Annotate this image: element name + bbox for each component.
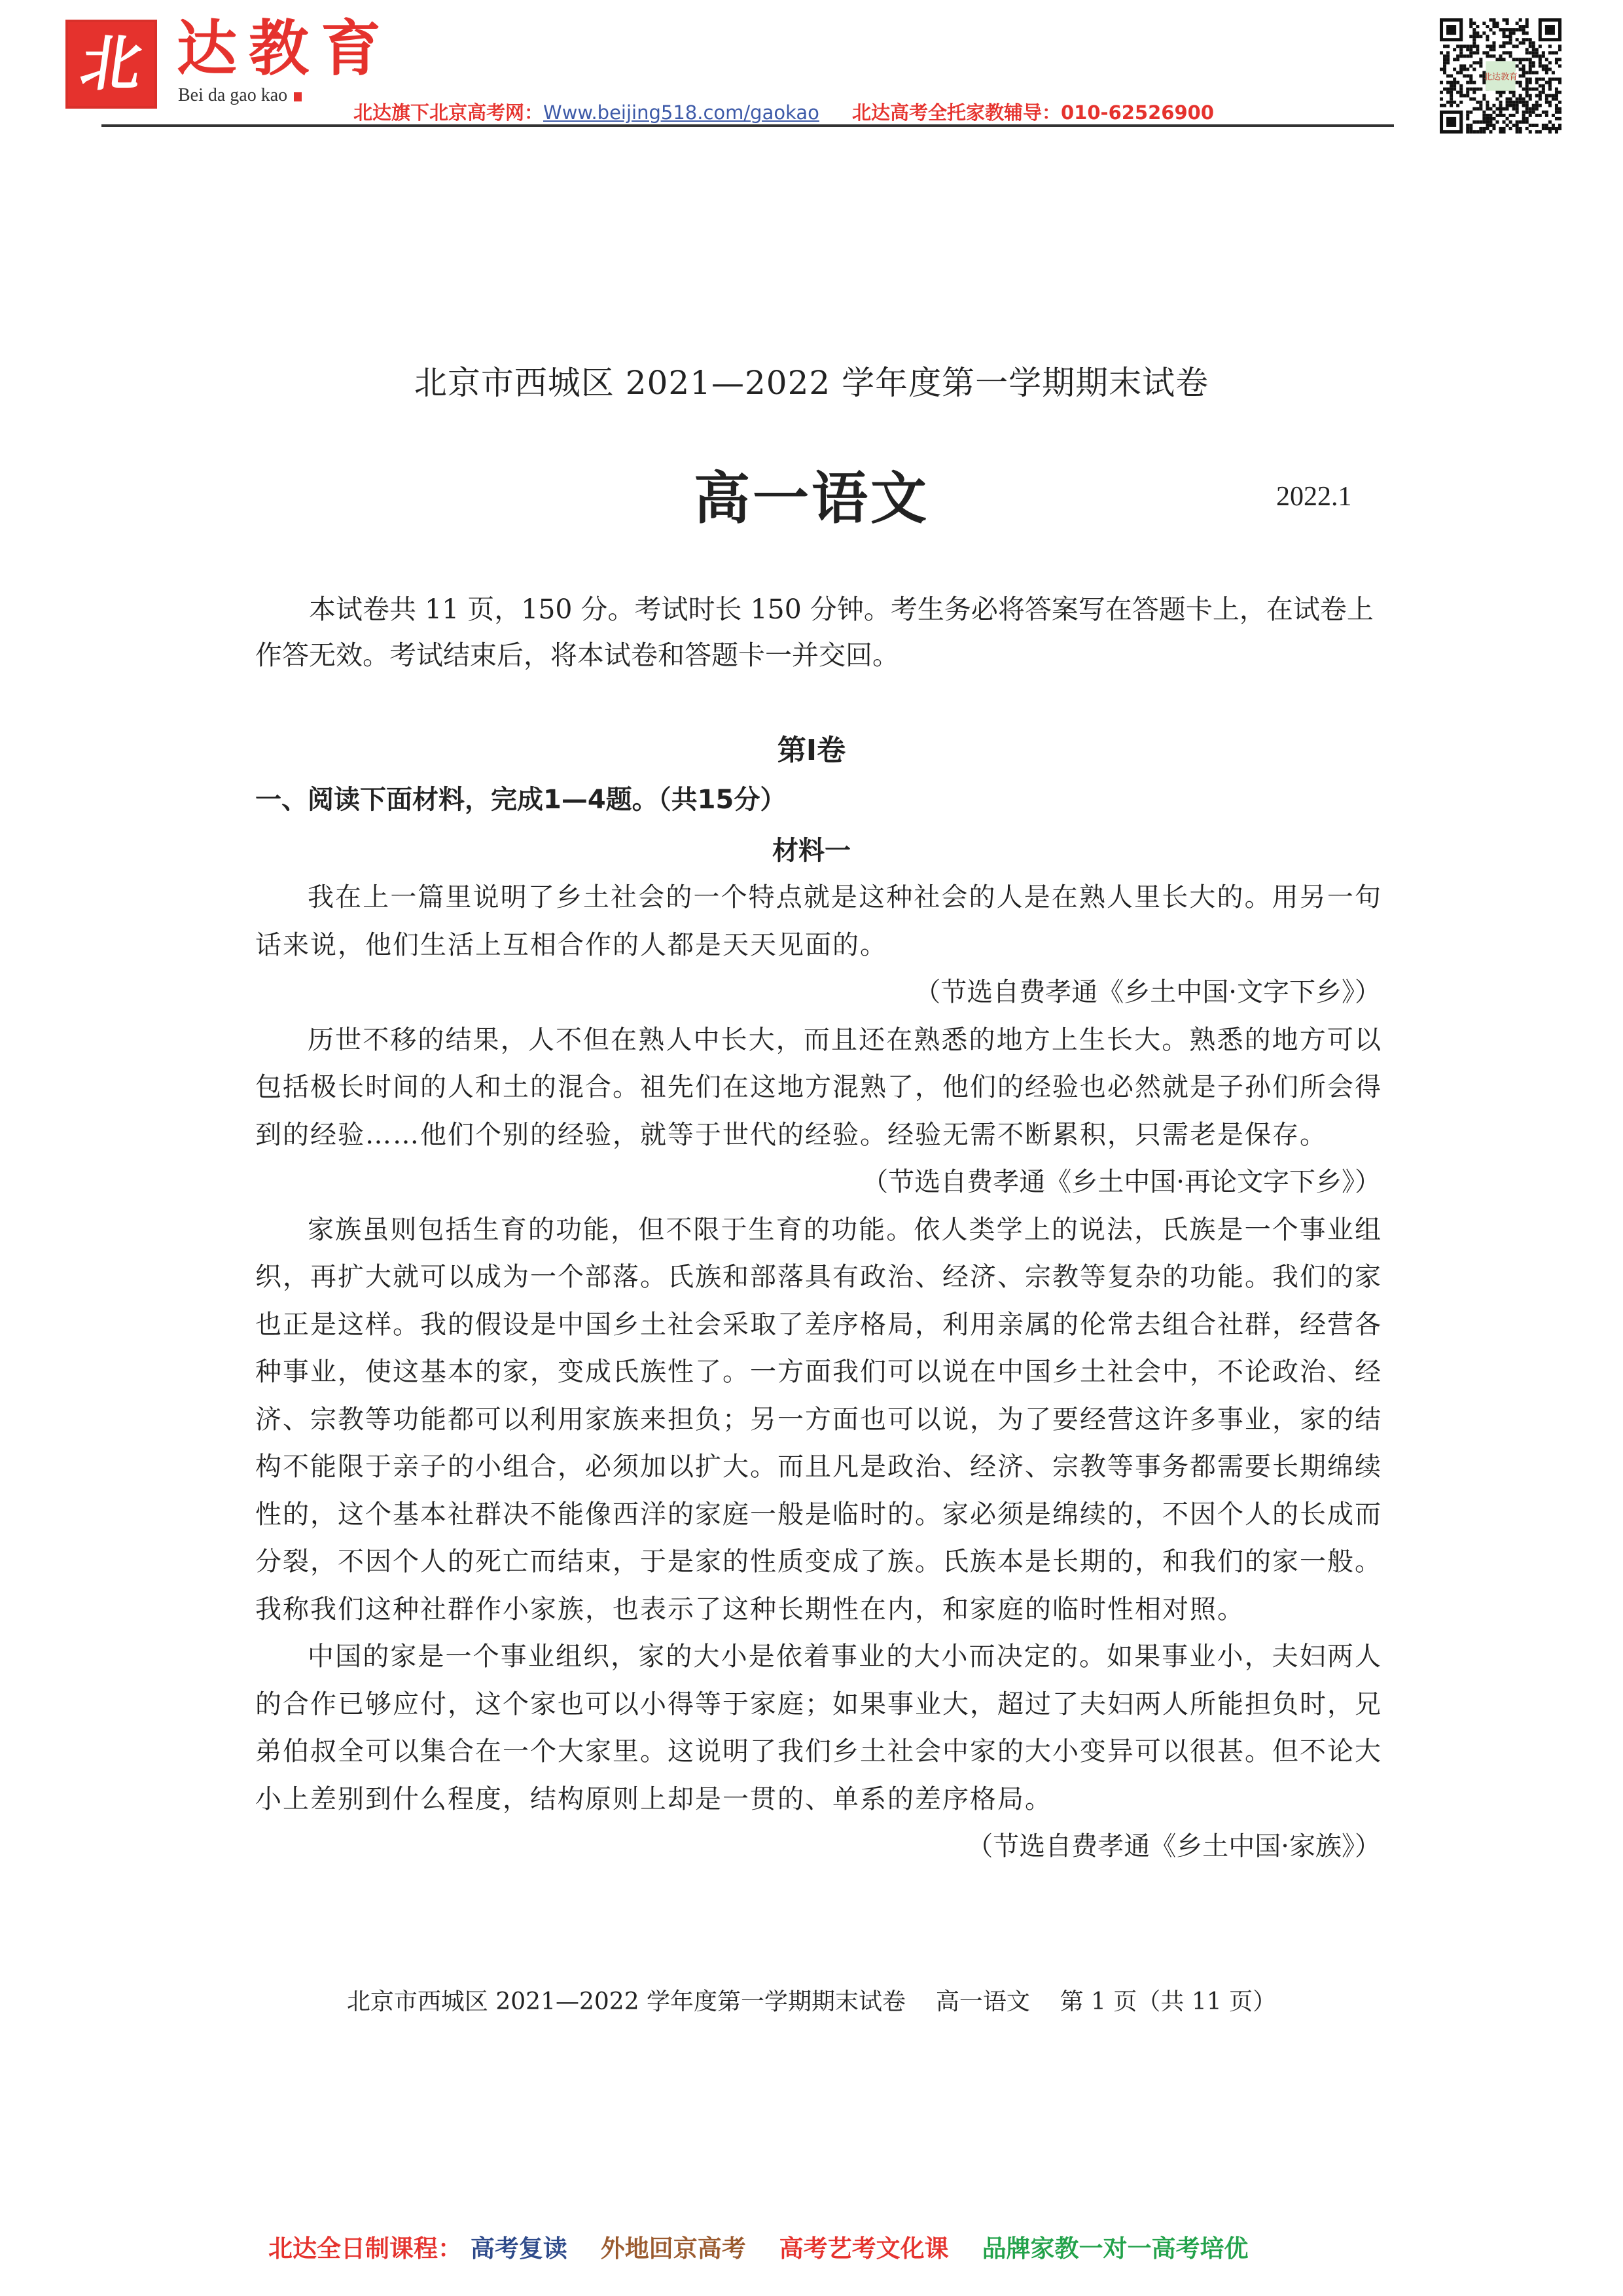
banner-item[interactable]: 高考艺考文化课	[779, 2234, 949, 2263]
paragraph: 中国的家是一个事业组织，家的大小是依着事业的大小而决定的。如果事业小，夫妇两人的合作已够应付，这个家也可以小得等于家庭；如果事业大，超过了夫妇两人所能担负时，兄弟伯叔全可以集合在一个大家里。这说明了我们乡土社会中家的大小变异可以很甚。但不论大小上差别到什么程度，结构原则上却是一贯的、单系的差序格局。	[255, 1641, 1382, 1814]
banner-item[interactable]: 外地回京高考	[600, 2234, 746, 2263]
paragraph: 家族虽则包括生育的功能，但不限于生育的功能。依人类学上的说法，氏族是一个事业组织，再扩大就可以成为一个部落。氏族和部落具有政治、经济、宗教等复杂的功能。我们的家也正是这样。我的假设是中国乡土社会采取了差序格局，利用亲属的伦常去组合社群，经营各种事业，使这基本的家，变成氏族性了。一方面我们可以说在中国乡土社会中，不论政治、经济、宗教等功能都可以利用家族来担负；另一方面也可以说，为了要经营这许多事业，家的结构不能限于亲子的小组合，必须加以扩大。而且凡是政治、经济、宗教等事务都需要长期绵续性的，这个基本社群决不能像西洋的家庭一般是临时的。家必须是绵续的，不因个人的长成而分裂，不因个人的死亡而结束，于是家的性质变成了族。氏族本是长期的，和我们的家一般。我称我们这种社群作小家族，也表示了这种长期性在内，和家庭的临时性相对照。	[255, 1214, 1382, 1624]
square-bullet-icon	[294, 92, 302, 101]
site-link[interactable]: Www.beijing518.com/gaokao	[543, 101, 819, 124]
reading-material	[255, 874, 1382, 1871]
banner-item[interactable]: 品牌家教一对一高考培优	[982, 2234, 1249, 2263]
banner-item[interactable]: 高考复读	[470, 2234, 567, 2263]
qr-code[interactable]	[1440, 18, 1561, 134]
brand-logo-subtitle	[178, 85, 302, 106]
exam-title: 北京市西城区 2021—2022 学年度第一学期期末试卷	[414, 364, 1209, 402]
exam-instructions: 本试卷共 11 页，150 分。考试时长 150 分钟。考生务必将答案写在答题卡上，在试卷上作答无效。考试结束后，将本试卷和答题卡一并交回。	[255, 594, 1374, 671]
header-contact-line	[353, 98, 1214, 125]
source-citation: （节选自费孝通《乡土中国·文字下乡》）	[914, 977, 1381, 1007]
qr-code-icon	[1440, 18, 1561, 134]
paragraph: 我在上一篇里说明了乡土社会的一个特点就是这种社会的人是在熟人里长大的。用另一句话来说，他们生活上互相合作的人都是天天见面的。	[255, 882, 1382, 960]
tutoring-hotline: 北达高考全托家教辅导：010-62526900	[852, 101, 1214, 124]
header-divider	[101, 124, 1394, 127]
brand-logo-text: 达教育	[177, 13, 393, 84]
source-citation: （节选自费孝通《乡土中国·家族》）	[967, 1831, 1381, 1861]
brand-logo-mark	[65, 20, 157, 109]
material-title: 材料一	[772, 836, 851, 866]
site-label: 北达旗下北京高考网：	[353, 101, 544, 124]
subject-title: 高一语文	[694, 466, 929, 531]
logo-glyph: 北	[76, 29, 147, 99]
page-footer: 北京市西城区 2021—2022 学年度第一学期期末试卷 高一语文 第 1 页（共 11 页）	[346, 1988, 1277, 2015]
banner-label: 北达全日制课程：	[268, 2234, 462, 2263]
course-banner	[268, 2229, 1274, 2264]
exam-date: 2022.1	[1276, 482, 1352, 512]
logo-subtitle-text: Bei da gao kao	[178, 85, 288, 105]
volume-title: 第Ⅰ卷	[777, 734, 846, 767]
section-title: 一、阅读下面材料，完成1—4题。（共15分）	[255, 785, 787, 815]
qr-center-text: 北达教育	[1483, 72, 1518, 82]
paragraph: 历世不移的结果，人不但在熟人中长大，而且还在熟悉的地方上生长大。熟悉的地方可以包括极长时间的人和土的混合。祖先们在这地方混熟了，他们的经验也必然就是子孙们所会得到的经验……他们个别的经验，就等于世代的经验。经验无需不断累积，只需老是保存。	[255, 1024, 1382, 1150]
source-citation: （节选自费孝通《乡土中国·再论文字下乡》）	[862, 1167, 1381, 1197]
